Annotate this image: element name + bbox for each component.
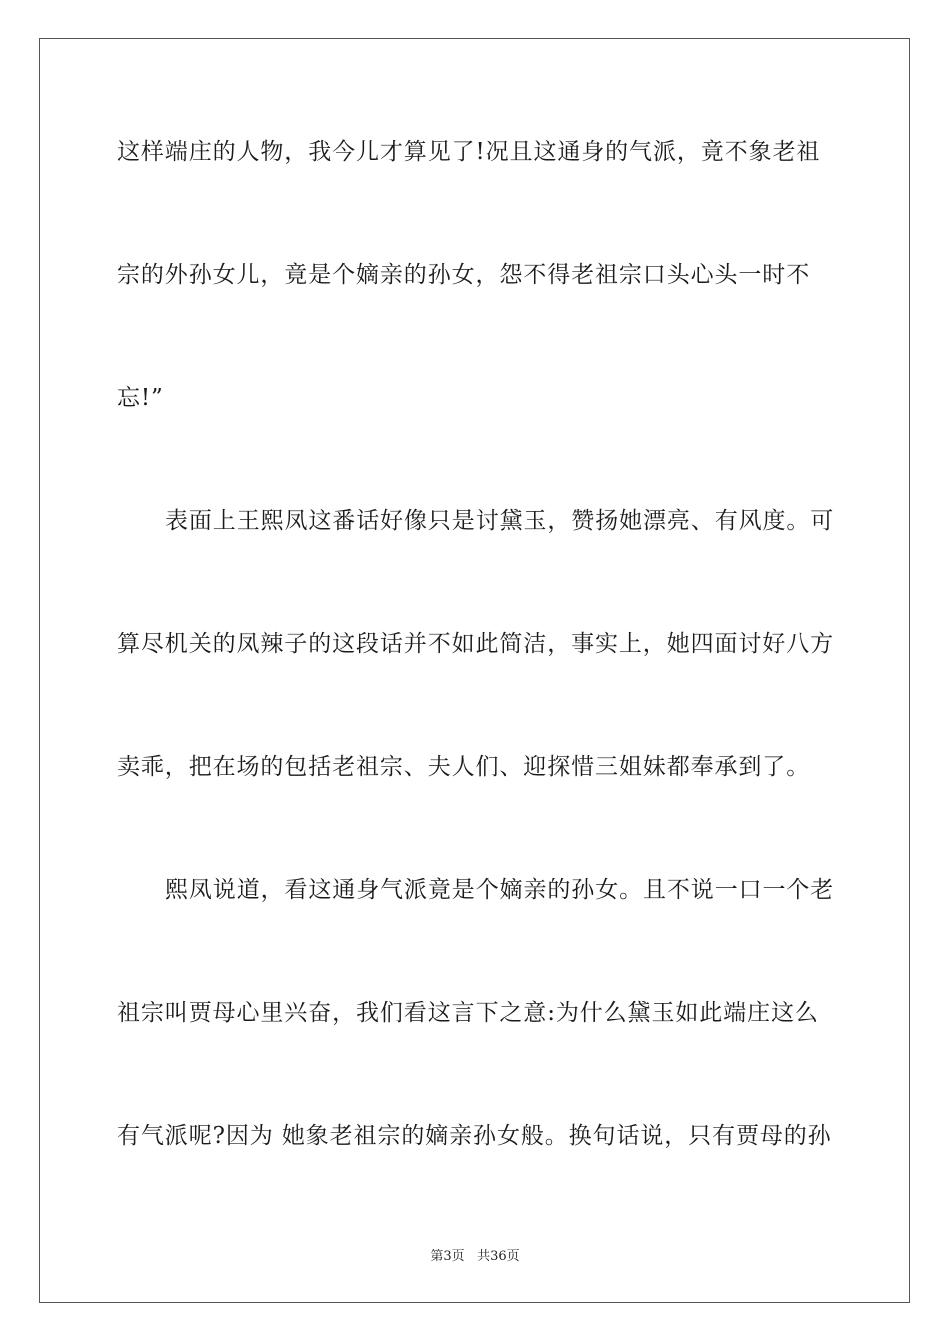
text-line: 有气派呢?因为 她象老祖宗的嫡亲孙女般。换句话说，只有贾母的孙 [117, 1123, 832, 1149]
page-total: 共36页 [477, 1249, 520, 1264]
text-line: 表面上王熙凤这番话好像只是讨黛玉，赞扬她漂亮、有风度。可 [165, 508, 835, 534]
text-line: 算尽机关的凤辣子的这段话并不如此简洁，事实上，她四面讨好八方 [117, 631, 834, 657]
text-line: 熙凤说道，看这通身气派竟是个嫡亲的孙女。且不说一口一个老 [165, 877, 835, 903]
page-number: 第3页 [430, 1249, 465, 1264]
text-line: 宗的外孙女儿，竟是个嫡亲的孙女，怨不得老祖宗口头心头一时不 [117, 262, 811, 288]
text-line: 卖乖，把在场的包括老祖宗、夫人们、迎探惜三姐妹都奉承到了。 [117, 754, 811, 780]
page-border [39, 38, 910, 1303]
page-footer [0, 1248, 950, 1266]
text-line: 忘!” [117, 385, 164, 411]
text-line: 这样端庄的人物，我今儿才算见了!况且这通身的气派，竟不象老祖 [117, 139, 821, 165]
text-line: 祖宗叫贾母心里兴奋，我们看这言下之意:为什么黛玉如此端庄这么 [117, 1000, 819, 1026]
